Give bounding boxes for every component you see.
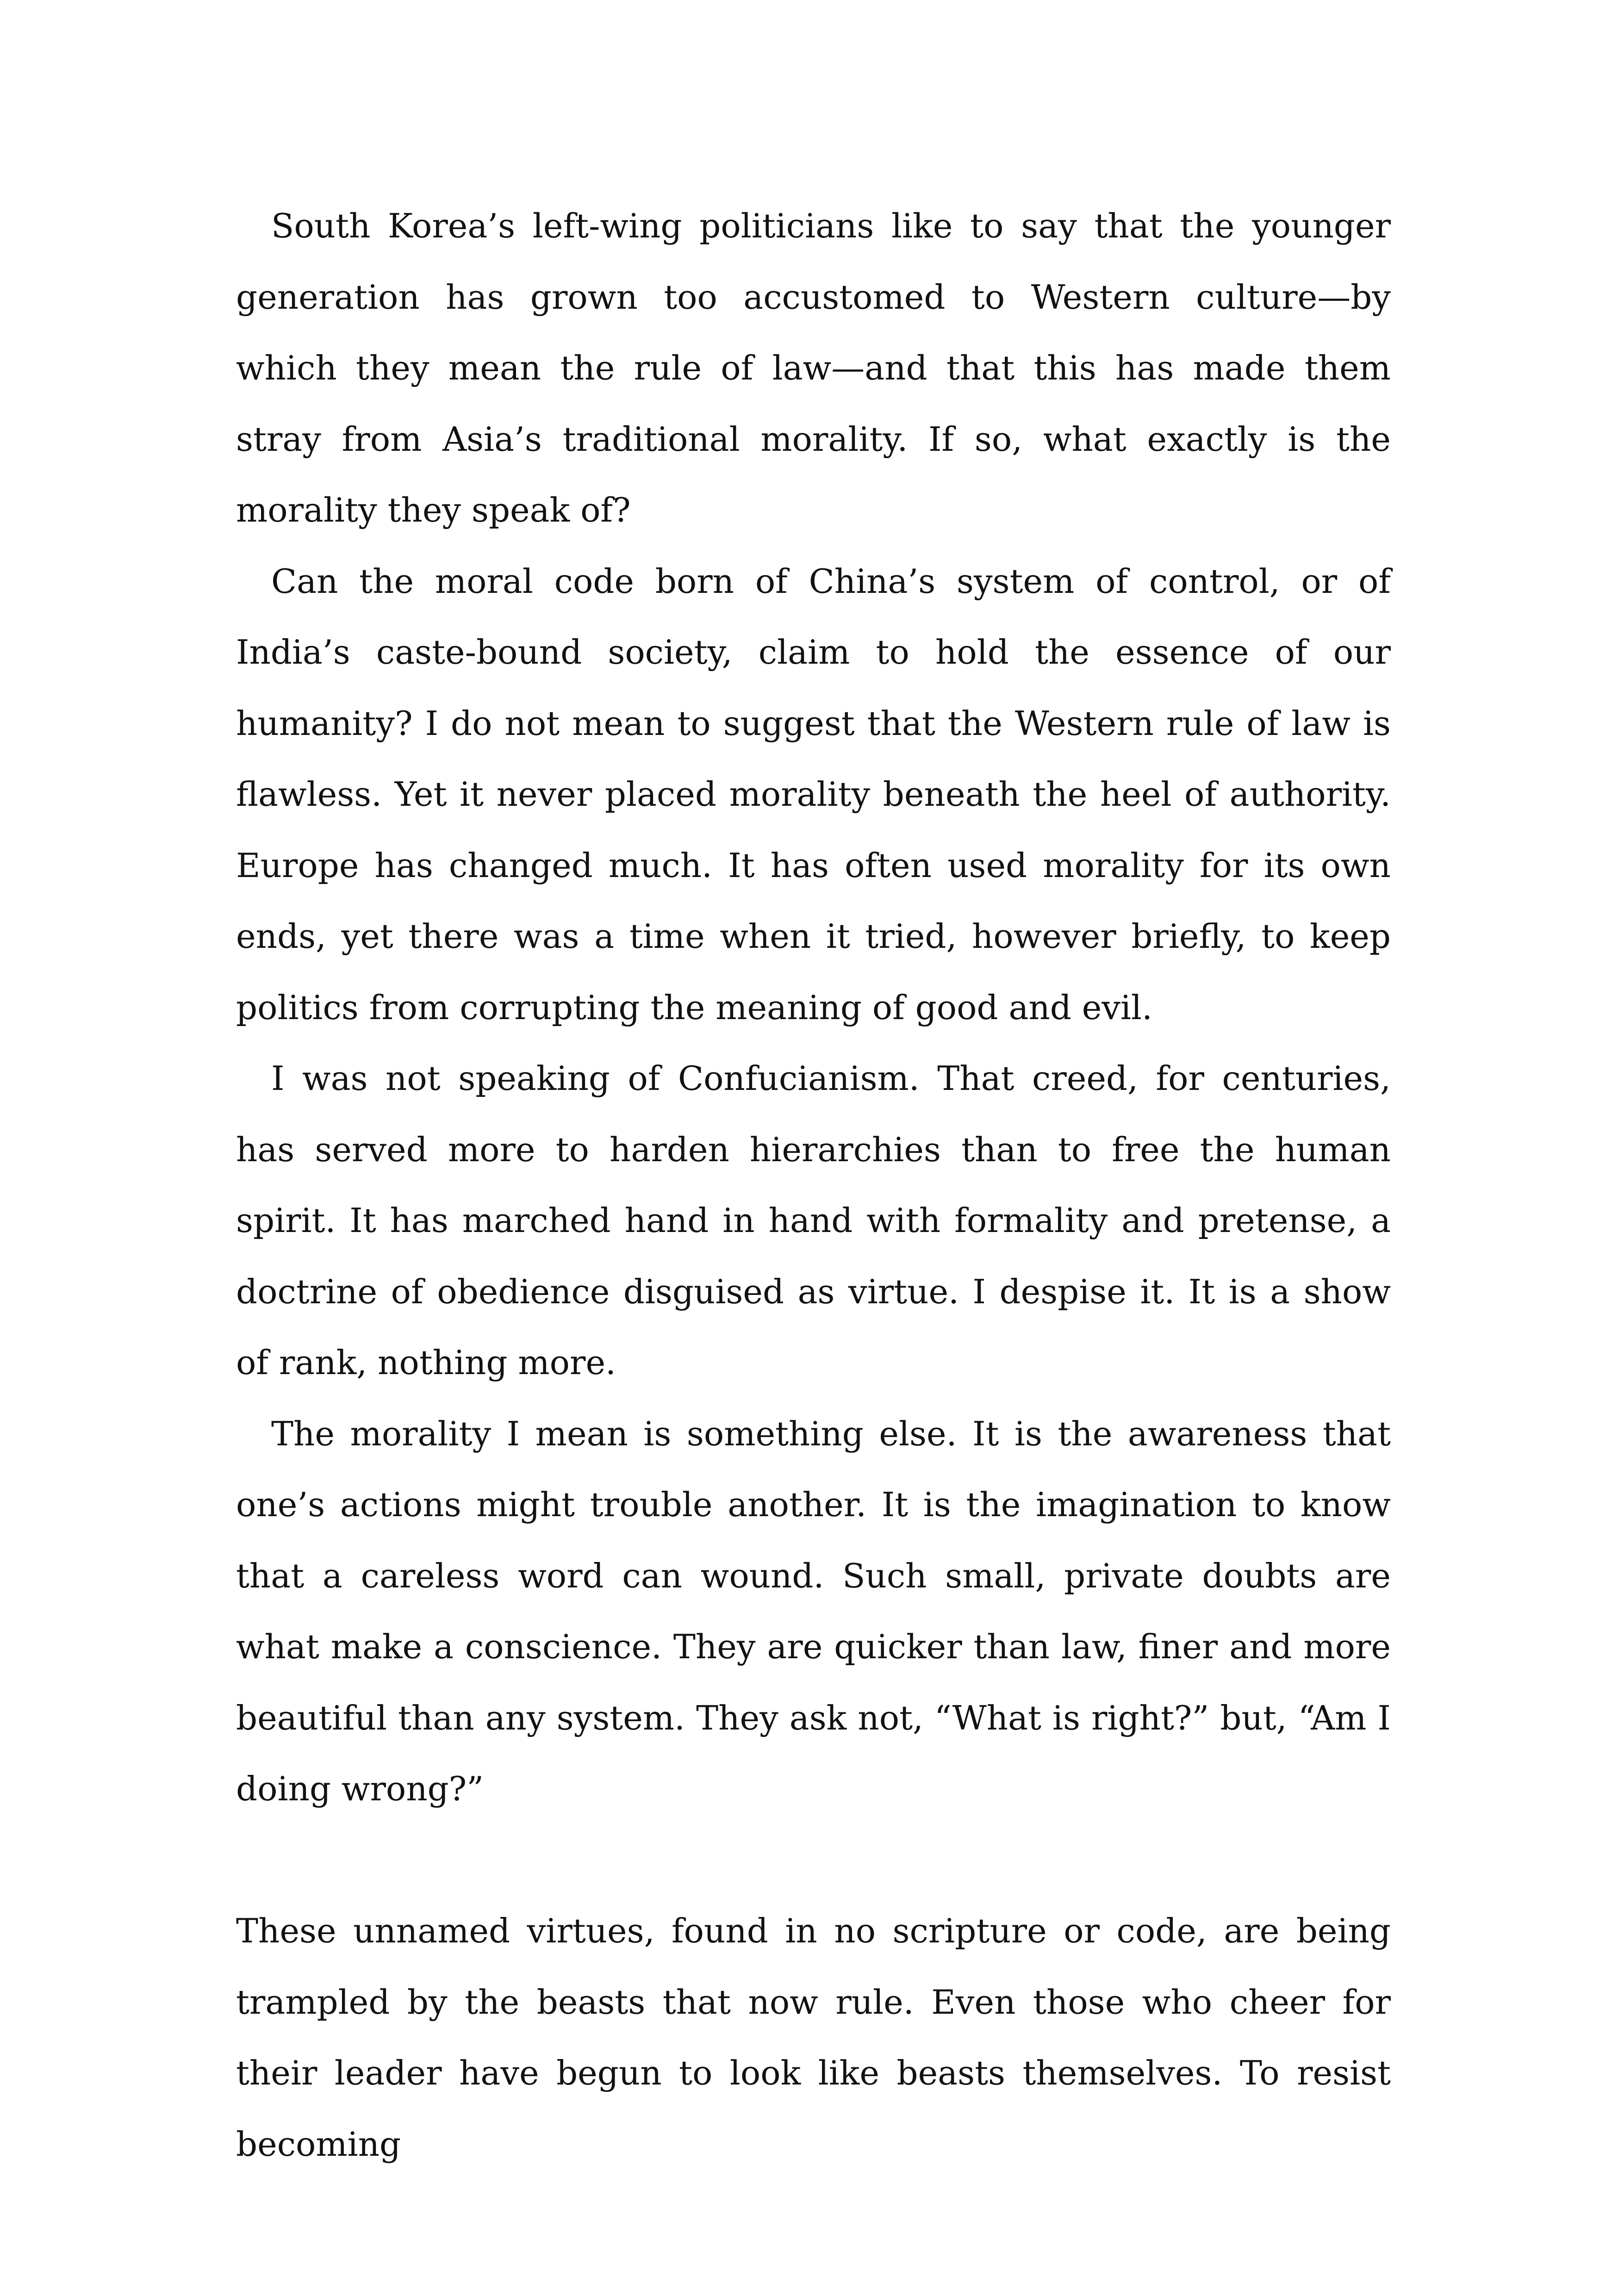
paragraph-3: I was not speaking of Confucianism. That creed, for centuries, has served more to harden hierarchies than to free the human spirit. It has marched hand in hand with formality and pretense, a doctrine of obedience disguised as virtue. I despise it. It is a show of rank, nothing more. bbox=[236, 1059, 1391, 1382]
paragraph-5: These unnamed virtues, found in no scripture or code, are being trampled by the beasts that now rule. Even those who cheer for their leader have begun to look like beasts themselves. To resist becoming bbox=[236, 1911, 1391, 2164]
document-body bbox=[236, 191, 1391, 2180]
paragraph-2: Can the moral code born of China’s system of control, or of India’s caste-bound society, claim to hold the essence of our humanity? I do not mean to suggest that the Western rule of law is flawless. Yet it never placed morality beneath the heel of authority. Europe has changed much. It has often used morality for its own ends, yet there was a time when it tried, however briefly, to keep politics from corrupting the meaning of good and evil. bbox=[236, 561, 1391, 1027]
paragraph-1: South Korea’s left-wing politicians like to say that the younger generation has grown too accustomed to Western culture—by which they mean the rule of law—and that this has made them stray from Asia’s traditional morality. If so, what exactly is the morality they speak of? bbox=[236, 206, 1391, 529]
paragraph-break bbox=[236, 1825, 1391, 1896]
paragraph-4: The morality I mean is something else. It is the awareness that one’s actions might trouble another. It is the imagination to know that a careless word can wound. Such small, private doubts are what make a conscience. They are quicker than law, finer and more beautiful than any system. They ask not, “What is right?” but, “Am I doing wrong?” bbox=[236, 1414, 1391, 1808]
